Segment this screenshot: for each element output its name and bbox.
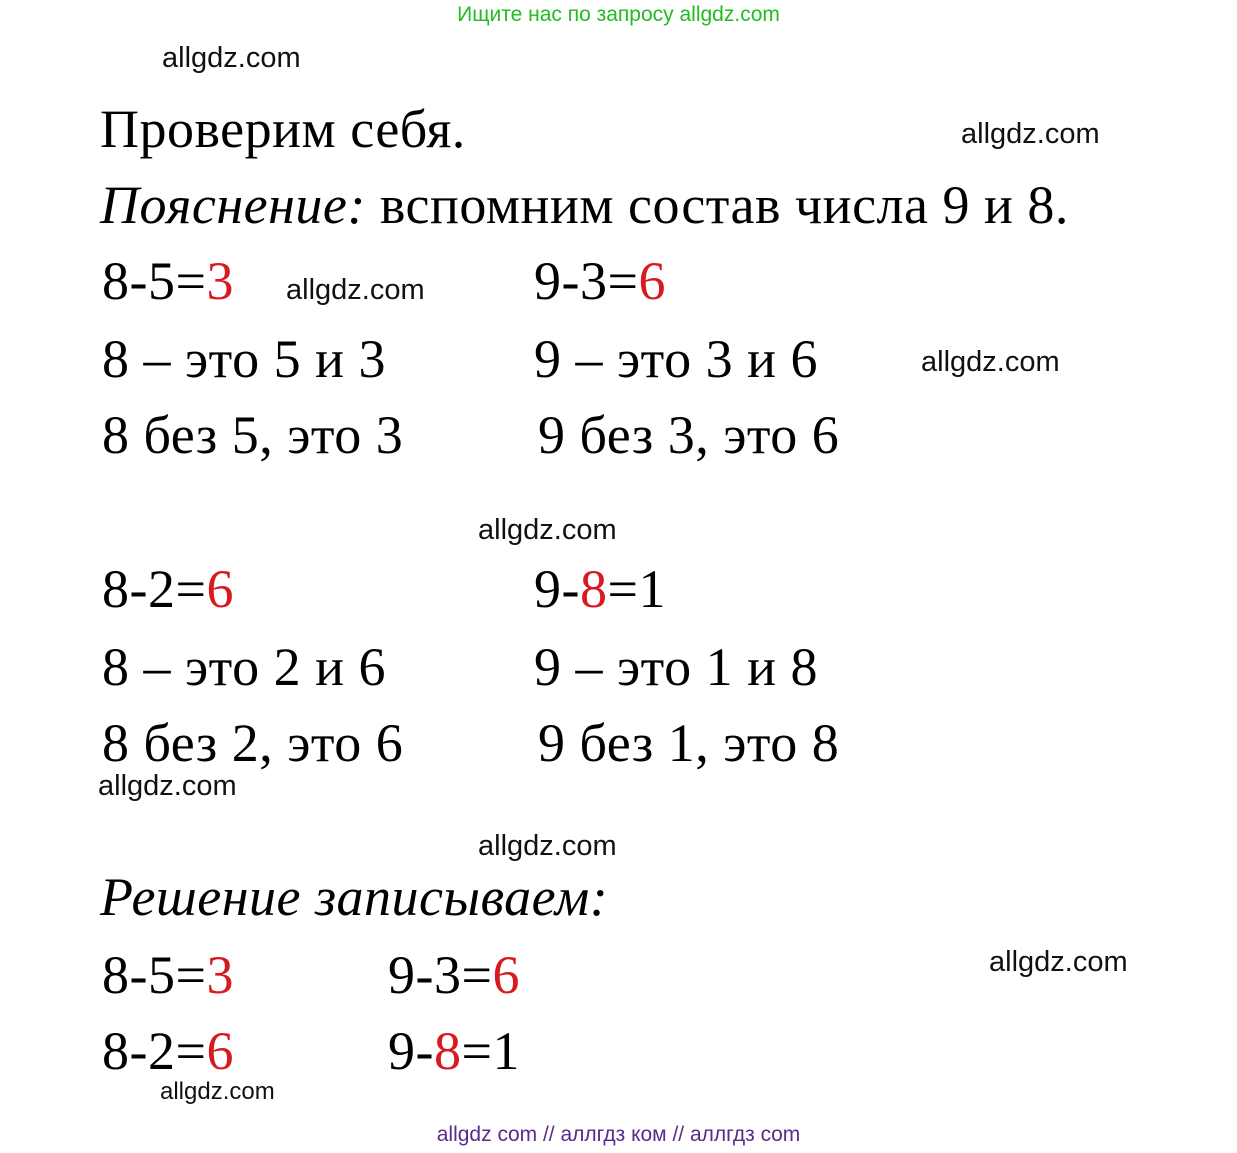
without-line: 8 без 5, это 3 — [102, 405, 404, 465]
explanation-text: вспомним состав числа 9 и 8. — [365, 175, 1069, 235]
equation-suffix: =1 — [461, 1021, 520, 1081]
page-title: Проверим себя. — [100, 99, 466, 159]
solution-label: Решение записываем: — [100, 867, 609, 927]
without-line: 9 без 1, это 8 — [538, 713, 840, 773]
equation-prefix: 9- — [534, 559, 580, 619]
equation-answer: 3 — [206, 945, 234, 1005]
equation-prefix: 9- — [388, 1021, 434, 1081]
top-banner: Ищите нас по запросу allgdz.com — [457, 3, 780, 26]
watermark: allgdz.com — [98, 770, 237, 802]
solution-equation — [388, 1021, 520, 1081]
watermark: allgdz.com — [160, 1078, 275, 1105]
equation-answer: 8 — [579, 559, 608, 619]
solution-equation — [388, 945, 520, 1005]
equation-answer: 6 — [206, 1021, 234, 1081]
equation-prefix: 8-5= — [102, 251, 207, 311]
watermark: allgdz.com — [478, 514, 617, 546]
equation-prefix: 9-3= — [388, 945, 493, 1005]
solution-equation — [102, 945, 234, 1005]
watermark: allgdz.com — [478, 830, 617, 862]
equation-prefix: 8-2= — [102, 1021, 207, 1081]
equation-8-2 — [102, 559, 234, 619]
equation-suffix: =1 — [607, 559, 666, 619]
watermark: allgdz.com — [961, 118, 1100, 150]
equation-answer: 6 — [206, 559, 234, 619]
composition-line: 8 – это 5 и 3 — [102, 329, 386, 389]
equation-9-3 — [534, 251, 666, 311]
equation-answer: 6 — [638, 251, 666, 311]
equation-prefix: 8-5= — [102, 945, 207, 1005]
equation-prefix: 8-2= — [102, 559, 207, 619]
equation-8-5 — [102, 251, 234, 311]
without-line: 9 без 3, это 6 — [538, 405, 840, 465]
bottom-banner: allgdz com // аллгдз ком // аллгдз com — [436, 1123, 801, 1146]
equation-9-8 — [534, 559, 666, 619]
watermark: allgdz.com — [989, 946, 1128, 978]
equation-prefix: 9-3= — [534, 251, 639, 311]
watermark: allgdz.com — [286, 274, 425, 306]
watermark: allgdz.com — [921, 346, 1060, 378]
explanation-line — [100, 175, 1069, 235]
composition-line: 8 – это 2 и 6 — [102, 637, 386, 697]
solution-equation — [102, 1021, 234, 1081]
equation-answer: 6 — [492, 945, 520, 1005]
explanation-label: Пояснение: — [100, 175, 366, 235]
composition-line: 9 – это 1 и 8 — [534, 637, 818, 697]
composition-line: 9 – это 3 и 6 — [534, 329, 818, 389]
without-line: 8 без 2, это 6 — [102, 713, 404, 773]
equation-answer: 3 — [206, 251, 234, 311]
watermark: allgdz.com — [162, 42, 301, 74]
equation-answer: 8 — [433, 1021, 462, 1081]
